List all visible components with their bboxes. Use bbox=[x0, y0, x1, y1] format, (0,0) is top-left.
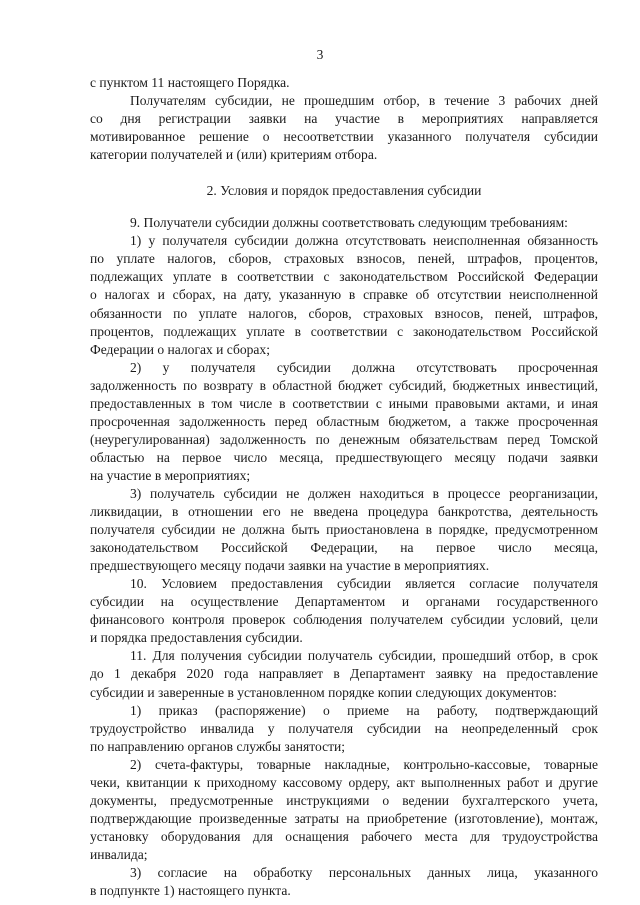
text-line: 2) счета-фактуры, товарные накладные, контрольно-кассовые, товарные bbox=[130, 756, 598, 772]
text-line: до 1 декабря 2020 года направляет в Департамент заявку на предоставление bbox=[90, 666, 598, 682]
paragraph-item-9 bbox=[90, 214, 598, 232]
text-line: подтверждающие произведенные затраты на приобретение (изготовление), монтаж, bbox=[90, 810, 598, 826]
text-line: со дня регистрации заявки на участие в мероприятиях направляется bbox=[90, 111, 598, 127]
text-line: документы, предусмотренные инструкциями о ведении бухгалтерского учета, bbox=[90, 792, 598, 808]
text-line: субсидии на осуществление Департаментом и органами государственного bbox=[90, 594, 598, 610]
paragraph-item-11-1 bbox=[90, 702, 598, 756]
text-line: 2) у получателя субсидии должна отсутствовать просроченная bbox=[130, 359, 598, 375]
text-line: инвалида; bbox=[90, 846, 148, 862]
text-line: Получателям субсидии, не прошедшим отбор, в течение 3 рабочих дней bbox=[130, 93, 598, 109]
text-line: 10. Условием предоставления субсидии является согласие получателя bbox=[130, 576, 598, 592]
text-line: 9. Получатели субсидии должны соответствовать следующим требованиям: bbox=[130, 215, 568, 231]
text-line: (неурегулированная) задолженность по денежным обязательствам перед Томской bbox=[90, 431, 598, 447]
text-line: Федерации о налогах и сборах; bbox=[90, 341, 270, 357]
paragraph-item-10 bbox=[90, 575, 598, 647]
text-line: категории получателей и (или) критериям отбора. bbox=[90, 147, 378, 163]
text-line: по уплате налогов, сборов, страховых взносов, пеней, штрафов, процентов, bbox=[90, 251, 598, 267]
text-line: 1) приказ (распоряжение) о приеме на работу, подтверждающий bbox=[130, 702, 598, 718]
page-number: 3 bbox=[316, 47, 324, 62]
text-line: на участие в мероприятиях; bbox=[90, 467, 251, 483]
text-line: процентов, подлежащих уплате в соответствии с законодательством Российской bbox=[90, 323, 598, 339]
text-line: установку оборудования для оснащения рабочего места для трудоустройства bbox=[90, 828, 598, 844]
paragraph-continuation bbox=[90, 74, 598, 92]
text-line: подлежащих уплате в соответствии с законодательством Российской Федерации bbox=[90, 269, 598, 285]
section-1-tail bbox=[90, 74, 598, 164]
text-line: предшествующего месяцу подачи заявки на участие в мероприятиях. bbox=[90, 558, 490, 574]
text-line: ликвидации, в отношении его не введена процедура банкротства, деятельность bbox=[90, 504, 598, 520]
section-2-body bbox=[90, 214, 598, 900]
text-line: финансового контроля проверок соблюдения получателем субсидии условий, цели bbox=[90, 612, 598, 628]
text-line: просроченная задолженность перед областным бюджетом, а также просроченная bbox=[90, 413, 598, 429]
text-line: 11. Для получения субсидии получатель субсидии, прошедший отбор, в срок bbox=[130, 648, 598, 664]
text-line: задолженность по возврату в областной бюджет субсидий, бюджетных инвестиций, bbox=[90, 377, 598, 393]
text-line: по направлению органов службы занятости; bbox=[90, 738, 346, 754]
text-line: и порядка предоставления субсидии. bbox=[90, 630, 303, 646]
text-line: чеки, квитанции к приходному кассовому ордеру, акт выполненных работ и другие bbox=[90, 774, 598, 790]
text-line: в подпункте 1) настоящего пункта. bbox=[90, 883, 291, 899]
text-line: субсидии и заверенные в установленном порядке копии следующих документов: bbox=[90, 684, 557, 700]
paragraph-item-9-1 bbox=[90, 232, 598, 358]
paragraph-item-11-2 bbox=[90, 756, 598, 864]
text-line: трудоустройство инвалида у получателя субсидии на неопределенный срок bbox=[90, 720, 598, 736]
text-line: областью на первое число месяца, предшествующего месяцу подачи заявки bbox=[90, 449, 598, 465]
paragraph-item-11 bbox=[90, 647, 598, 701]
paragraph-rejection-notice bbox=[90, 92, 598, 164]
paragraph-item-9-3 bbox=[90, 485, 598, 575]
text-line: 3) согласие на обработку персональных данных лица, указанного bbox=[130, 864, 598, 880]
text-line: 1) у получателя субсидии должна отсутствовать неисполненная обязанность bbox=[130, 233, 598, 249]
text-line: мотивированное решение о несоответствии указанного получателя субсидии bbox=[90, 129, 598, 145]
text-line: предоставленных в том числе в соответствии с иными правовыми актами, и иная bbox=[90, 395, 598, 411]
text-line: с пунктом 11 настоящего Порядка. bbox=[90, 75, 290, 90]
text-line: о налогах и сборах, на дату, указанную в справке об отсутствии неисполненной bbox=[90, 287, 598, 303]
document-body bbox=[90, 74, 598, 900]
section-heading: 2. Условия и порядок предоставления субсидии bbox=[206, 183, 482, 199]
text-line: 3) получатель субсидии не должен находиться в процессе реорганизации, bbox=[130, 485, 598, 501]
text-line: законодательством Российской Федерации, на первое число месяца, bbox=[90, 540, 598, 556]
text-line: обязанности по уплате налогов, сборов, страховых взносов, пеней, штрафов, bbox=[90, 305, 598, 321]
paragraph-item-9-2 bbox=[90, 359, 598, 485]
paragraph-item-11-3 bbox=[90, 864, 598, 900]
text-line: получателя субсидии не должна быть приостановлена в порядке, предусмотренном bbox=[90, 522, 598, 538]
